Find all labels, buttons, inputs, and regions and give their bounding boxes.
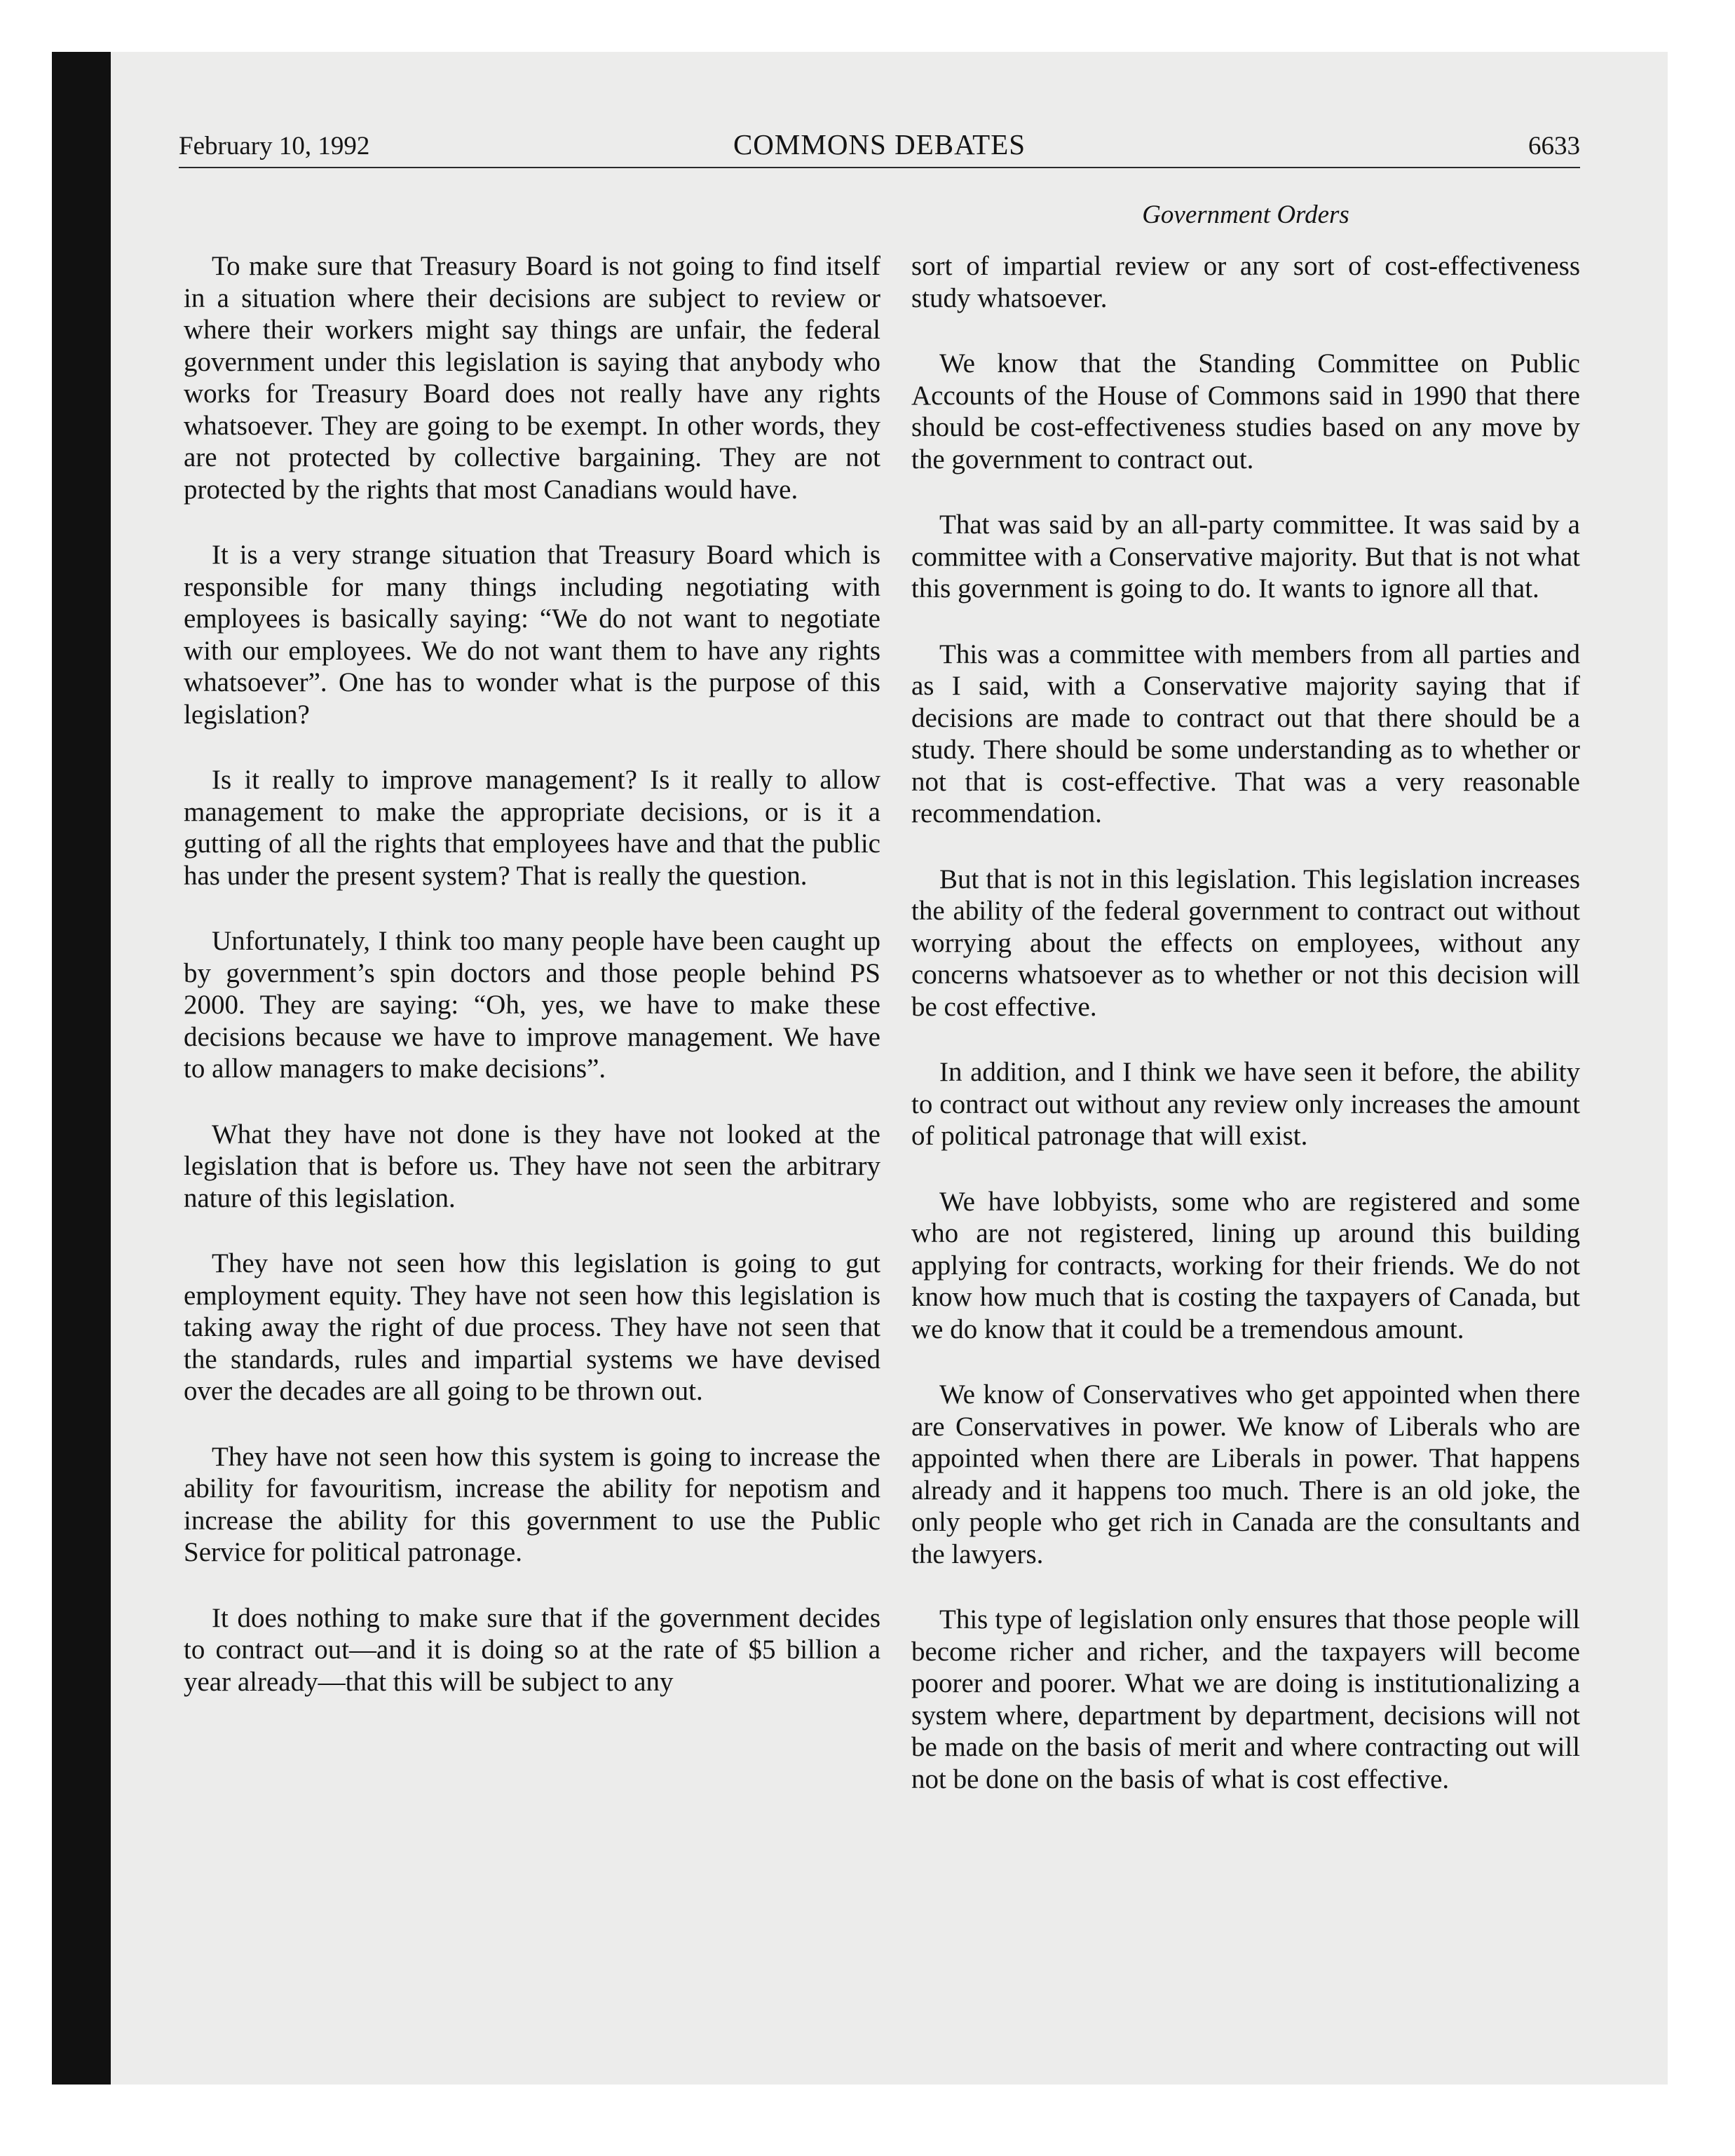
paragraph: They have not seen how this system is going to increase the ability for favouritism, increase the ability for nepotism and increase the ability for this government to use the Public Service for political patronage. xyxy=(184,1441,880,1567)
paragraph: This was a committee with members from all parties and as I said, with a Conservative majority saying that if decisions are made to contract out that there should be a study. There should be some understanding as to whether or not that is cost-effective. That was a very reasonable recommendation. xyxy=(911,639,1580,828)
page-header xyxy=(179,121,1580,168)
paragraph: To make sure that Treasury Board is not going to find itself in a situation where their decisions are subject to review or where their workers might say things are unfair, the federal government under this legislation is saying that anybody who works for Treasury Board does not really have any rights whatsoever. They are going to be exempt. In other words, they are not protected by collective bargaining. They are not protected by the rights that most Canadians would have. xyxy=(184,251,880,505)
header-page-number: 6633 xyxy=(1528,132,1580,161)
paragraph: It does nothing to make sure that if the government decides to contract out—and it is doing so at the rate of $5 billion a year already—that this will be subject to any xyxy=(184,1602,880,1697)
paragraph: We have lobbyists, some who are registered and some who are not registered, lining up around this building applying for contracts, working for their friends. We do not know how much that is costing the taxpayers of Canada, but we do know that it could be a tremendous amount. xyxy=(911,1186,1580,1344)
left-column xyxy=(184,250,880,1731)
paragraph: We know of Conservatives who get appointed when there are Conservatives in power. We know of Liberals who are appointed when there are Liberals in power. That happens already and it happens too much. There is an old joke, the only people who get rich in Canada are the consultants and the lawyers. xyxy=(911,1379,1580,1569)
paragraph: That was said by an all-party committee. It was said by a committee with a Conservative majority. But that is not what this government is going to do. It wants to ignore all that. xyxy=(911,510,1580,603)
scan-border-shadow xyxy=(52,52,111,2085)
paragraph: This type of legislation only ensures that those people will become richer and richer, and the taxpayers will become poorer and poorer. What we are doing is institutionalizing a system where, department by department, decisions will not be made on the basis of merit and where contracting out will not be done on the basis of what is cost effective. xyxy=(911,1604,1580,1794)
paragraph: Is it really to improve management? Is it really to allow management to make the appropriate decisions, or is it a gutting of all the rights that employees have and that the public has under the present system? That is really the question. xyxy=(184,765,880,891)
right-column xyxy=(911,250,1580,1829)
paragraph-continuation: sort of impartial review or any sort of cost-effectiveness study whatsoever. xyxy=(911,251,1580,313)
paragraph: In addition, and I think we have seen it before, the ability to contract out without any review only increases the amount of political patronage that will exist. xyxy=(911,1057,1580,1151)
paragraph: But that is not in this legislation. This legislation increases the ability of the federal government to contract out without worrying about the effects on employees, without any concerns whatsoever as to whether or not this decision will be cost effective. xyxy=(911,864,1580,1022)
paragraph: What they have not done is they have not looked at the legislation that is before us. They have not seen the arbitrary nature of this legislation. xyxy=(184,1119,880,1213)
paragraph: They have not seen how this legislation is going to gut employment equity. They have not seen how this legislation is taking away the right of due process. They have not seen that the standards, rules and impartial systems we have devised over the decades are all going to be thrown out. xyxy=(184,1248,880,1406)
paragraph: It is a very strange situation that Treasury Board which is responsible for many things including negotiating with employees is basically saying: “We do not want to negotiate with our employees. We do not want them to have any rights whatsoever”. One has to wonder what is the purpose of this legislation? xyxy=(184,540,880,730)
header-date: February 10, 1992 xyxy=(179,132,370,161)
paragraph: We know that the Standing Committee on Public Accounts of the House of Commons said in 1990 that there should be cost-effectiveness studies based on any move by the government to contract out. xyxy=(911,348,1580,475)
header-title: COMMONS DEBATES xyxy=(733,128,1026,161)
section-label: Government Orders xyxy=(1142,200,1349,229)
paragraph: Unfortunately, I think too many people have been caught up by government’s spin doctors and those people behind PS 2000. They are saying: “Oh, yes, we have to make these decisions because we have to improve management. We have to allow managers to make decisions”. xyxy=(184,926,880,1084)
